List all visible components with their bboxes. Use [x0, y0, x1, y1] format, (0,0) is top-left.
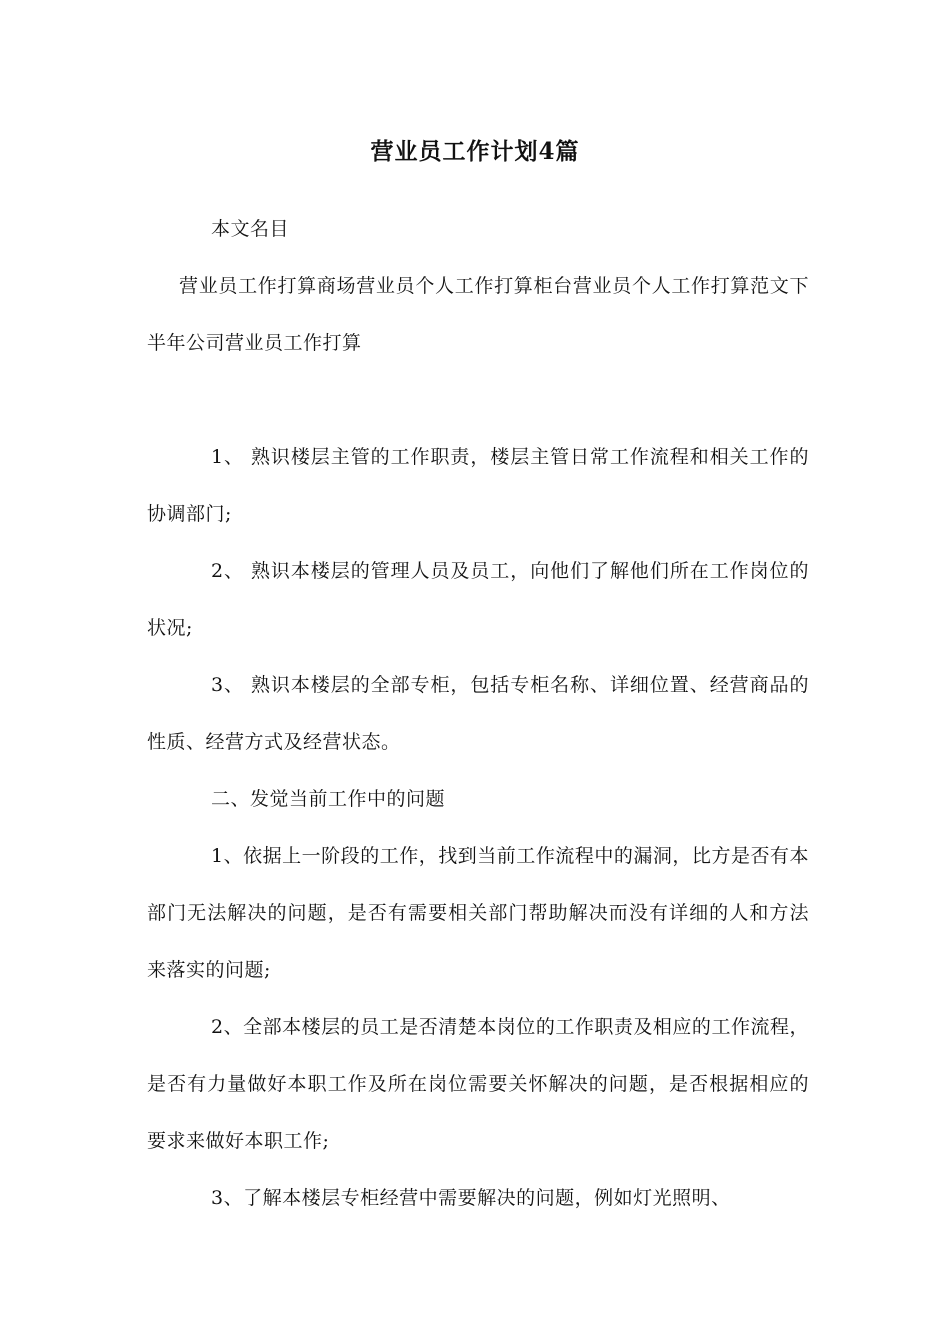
section-spacer — [147, 372, 809, 429]
paragraph: 3、了解本楼层专柜经营中需要解决的问题，例如灯光照明、 — [211, 1187, 731, 1209]
paragraph: 1、 熟识楼层主管的工作职责，楼层主管日常工作流程和相关工作的协调部门; — [147, 446, 809, 525]
paragraph: 1、依据上一阶段的工作，找到当前工作流程中的漏洞，比方是否有本部门无法解决的问题，是否有需要相关部门帮助解决而没有详细的人和方法来落实的问题; — [147, 845, 809, 981]
document-body — [147, 201, 809, 1227]
paragraph: 2、全部本楼层的员工是否清楚本岗位的工作职责及相应的工作流程，是否有力量做好本职工作及所在岗位需要关怀解决的问题，是否根据相应的要求来做好本职工作; — [147, 1016, 809, 1152]
section-heading: 二、发觉当前工作中的问题 — [211, 788, 446, 810]
paragraph: 2、 熟识本楼层的管理人员及员工，向他们了解他们所在工作岗位的状况; — [147, 560, 809, 639]
document-title: 营业员工作计划4篇 — [370, 138, 580, 165]
toc-body: 营业员工作打算商场营业员个人工作打算柜台营业员个人工作打算范文下半年公司营业员工作打算 — [147, 275, 809, 354]
paragraph: 3、 熟识本楼层的全部专柜，包括专柜名称、详细位置、经营商品的性质、经营方式及经营状态。 — [147, 674, 809, 753]
toc-heading: 本文名目 — [211, 218, 290, 240]
